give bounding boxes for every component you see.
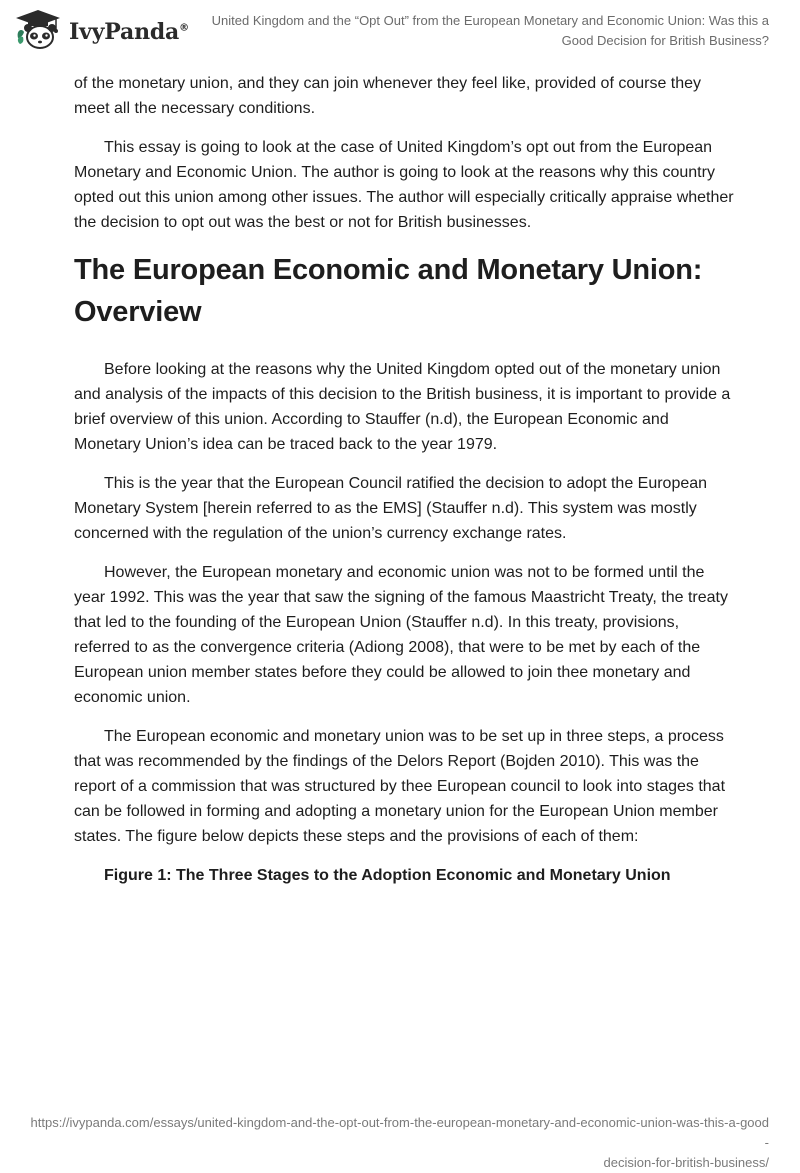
ivypanda-logo[interactable] [14, 8, 189, 50]
paragraph-essay-scope: This essay is going to look at the case of United Kingdom’s opt out from the European Monetary and Economic Union. The author is going to look at the reasons why this country opted out this union among other issues. The author will especially critically appraise whether the decision to opt out was the best or not for British businesses. [74, 139, 734, 231]
header-title-line-2: Good Decision for British Business? [561, 33, 769, 48]
figure-caption: Figure 1: The Three Stages to the Adoption Economic and Monetary Union [104, 867, 671, 884]
footer-url-line-2: decision-for-british-business/ [603, 1155, 769, 1170]
page-footer-url[interactable] [29, 1113, 769, 1173]
paragraph-ems: This is the year that the European Council ratified the decision to adopt the European Monetary System [herein referred to as the EMS] (Stauffer n.d). This system was mostly concerned with the regulation of the union’s currency exchange rates. [74, 475, 708, 542]
logo-wordmark: IvyPanda® [69, 19, 189, 45]
footer-url-line-1: https://ivypanda.com/essays/united-kingdom-and-the-opt-out-from-the-european-monetary-and-economic-union-was-this-a-good- [30, 1115, 769, 1150]
essay-title-header [209, 11, 769, 51]
paragraph-maastricht: However, the European monetary and economic union was not to be formed until the year 1992. This was the year that saw the signing of the famous Maastricht Treaty, the treaty that led to the founding of the European Union (Stauffer n.d). In this treaty, provisions, referred to as the convergence criteria (Adiong 2008), that were to be met by each of the European union member states before they could be allowed to join thee monetary and economic union. [74, 564, 728, 706]
panda-graduate-icon [14, 8, 62, 50]
paragraph-delors: The European economic and monetary union was to be set up in three steps, a process that was recommended by the findings of the Delors Report (Bojden 2010). This was the report of a commission that was structured by thee European council to look into stages that can be followed in forming and adopting a monetary union for the European Union member states. The figure below depicts these steps and the provisions of each of them: [74, 728, 726, 845]
header-title-line-1: United Kingdom and the “Opt Out” from the European Monetary and Economic Union: Was this a [211, 13, 769, 28]
registered-mark: ® [179, 22, 189, 34]
page-header [0, 0, 800, 62]
section-heading: The European Economic and Monetary Union: Overview [74, 254, 703, 328]
essay-content [74, 71, 734, 888]
paragraph-overview-intro: Before looking at the reasons why the United Kingdom opted out of the monetary union and analysis of the impacts of this decision to the British business, it is important to provide a brief overview of this union. According to Stauffer (n.d), the European Economic and Monetary Union’s idea can be traced back to the year 1979. [74, 361, 731, 453]
paragraph-continuation: of the monetary union, and they can join whenever they feel like, provided of course they meet all the necessary conditions. [74, 75, 702, 117]
